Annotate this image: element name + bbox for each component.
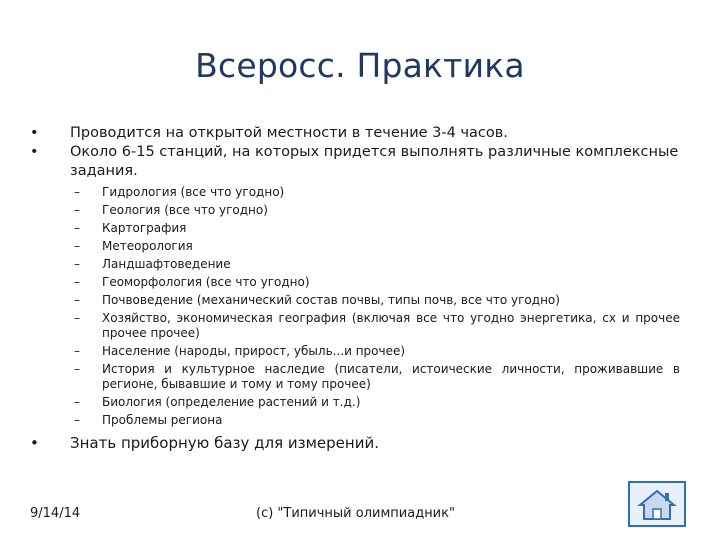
sub-item [30,362,680,392]
bullet-marker: • [30,144,39,160]
bullet-text: Знать приборную базу для измерений. [70,434,379,452]
sub-list [30,185,680,428]
sub-item-text: История и культурное наследие (писатели, истоические личности, проживавшие в регионе, бывавшие и тому и тому прочее) [102,362,680,391]
sub-item [30,395,680,410]
sub-item-text: Хозяйство, экономическая география (включая все что угодно энергетика, сх и прочее прочее прочее) [102,311,680,340]
dash-marker: – [74,395,80,409]
dash-marker: – [74,257,80,271]
bullet-text: Проводится на открытой местности в течение 3-4 часов. [70,125,508,141]
sub-item-text: Проблемы региона [102,413,223,427]
bullet-item [30,124,680,143]
sub-item [30,344,680,359]
sub-item-text: Картография [102,221,187,235]
bullet-marker: • [30,434,39,452]
slide-title: Всеросс. Практика [195,46,525,85]
dash-marker: – [74,362,80,376]
home-icon [630,483,684,525]
bullet-marker: • [30,125,39,141]
dash-marker: – [74,413,80,427]
sub-item [30,257,680,272]
dash-marker: – [74,311,80,325]
sub-item-text: Биология (определение растений и т.д.) [102,395,361,409]
dash-marker: – [74,239,80,253]
sub-item [30,203,680,218]
dash-marker: – [74,344,80,358]
sub-item-text: Геоморфология (все что угодно) [102,275,310,289]
sub-item [30,275,680,290]
home-button[interactable] [628,481,686,527]
sub-item-text: Гидрология (все что угодно) [102,185,285,199]
sub-item [30,185,680,200]
sub-item [30,293,680,308]
dash-marker: – [74,185,80,199]
bullet-text: Около 6-15 станций, на которых придется выполнять различные комплексные задания. [70,144,679,179]
dash-marker: – [74,203,80,217]
sub-item-text: Геология (все что угодно) [102,203,268,217]
dash-marker: – [74,293,80,307]
footer-date: 9/14/14 [30,506,81,521]
bullet-item [30,143,680,181]
sub-item-text: Почвоведение (механический состав почвы, типы почв, все что угодно) [102,293,560,307]
sub-item [30,311,680,341]
sub-item [30,239,680,254]
footer-copyright: (c) "Типичный олимпиадник" [256,506,455,521]
slide-content [30,124,680,453]
sub-item [30,221,680,236]
sub-item-text: Население (народы, прирост, убыль...и прочее) [102,344,406,358]
dash-marker: – [74,275,80,289]
sub-item-text: Ландшафтоведение [102,257,231,271]
bullet-item [30,434,680,453]
dash-marker: – [74,221,80,235]
sub-item-text: Метеорология [102,239,193,253]
sub-item [30,413,680,428]
